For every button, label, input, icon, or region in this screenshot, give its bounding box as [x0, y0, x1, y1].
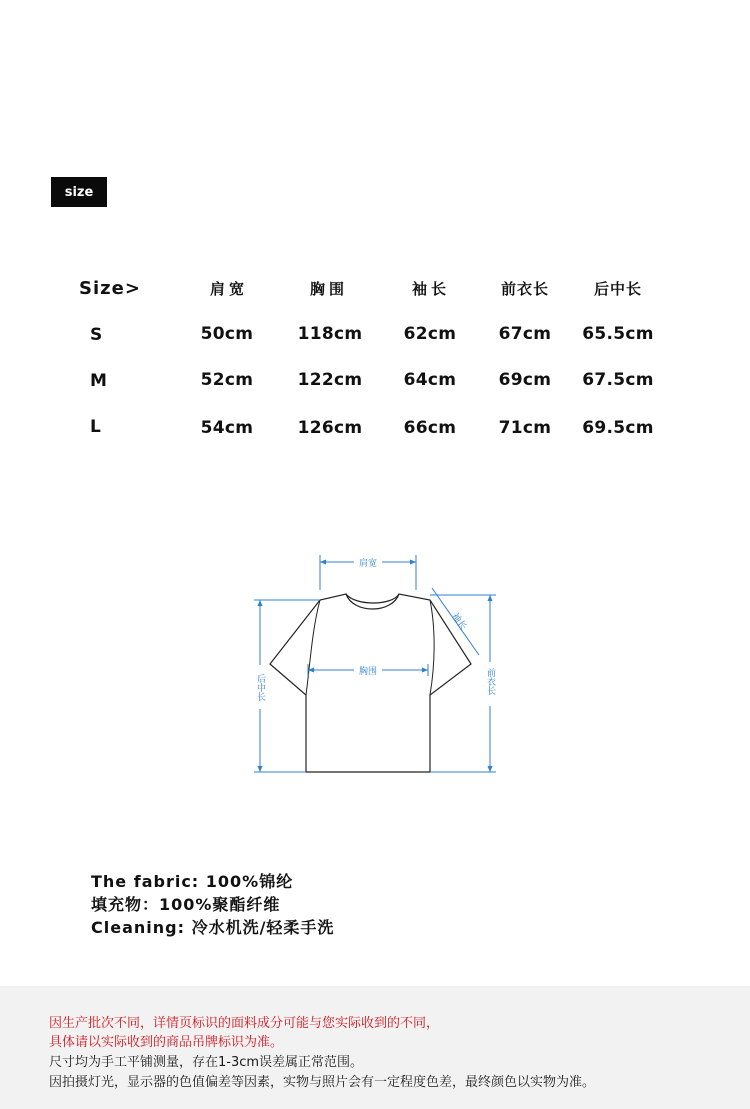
diagram-label-shoulder: 肩宽 [358, 559, 378, 569]
tshirt-measurement-diagram [250, 550, 500, 780]
table-cell: 71cm [498, 418, 552, 438]
cleaning-instructions: Cleaning: 冷水机洗/轻柔手洗 [91, 918, 335, 937]
table-cell: 65.5cm [582, 324, 654, 344]
diagram-label-back-length: 后中长 [255, 674, 265, 701]
tshirt-outline [270, 594, 471, 772]
table-cell: 67.5cm [582, 370, 654, 390]
table-cell: 126cm [297, 418, 363, 438]
table-header-sleeve: 袖长 [411, 280, 451, 298]
table-header-front-length: 前衣长 [500, 280, 550, 298]
table-cell: 122cm [297, 370, 363, 390]
size-tag: size [51, 177, 107, 207]
diagram-label-sleeve: 袖长 [449, 611, 468, 633]
table-row-label: L [90, 417, 102, 437]
table-row-label: M [90, 371, 108, 391]
table-cell: 67cm [498, 324, 552, 344]
table-cell: 118cm [297, 324, 363, 344]
table-cell: 50cm [200, 324, 254, 344]
notice-panel [0, 986, 750, 1109]
table-cell: 52cm [200, 370, 254, 390]
table-cell: 54cm [200, 418, 254, 438]
table-cell: 66cm [403, 418, 457, 438]
table-cell: 69cm [498, 370, 552, 390]
diagram-label-chest: 胸围 [358, 667, 378, 677]
table-header-back-length: 后中长 [593, 280, 643, 298]
table-cell: 69.5cm [582, 418, 654, 438]
notice-line: 因拍摄灯光，显示器的色值偏差等因素，实物与照片会有一定程度色差，最终颜色以实物为准。 [49, 1075, 596, 1090]
table-row-label: S [90, 325, 103, 345]
diagram-label-front-length: 前衣长 [485, 668, 495, 695]
notice-line: 因生产批次不同，详情页标识的面料成分可能与您实际收到的不同， [49, 1016, 440, 1031]
fabric-info [91, 870, 334, 939]
table-cell: 64cm [403, 370, 457, 390]
table-header-size: Size> [79, 278, 141, 299]
notice-line: 具体请以实际收到的商品吊牌标识为准。 [49, 1035, 284, 1050]
table-header-chest: 胸围 [309, 280, 349, 298]
table-cell: 62cm [403, 324, 457, 344]
filling-composition: 填充物：100%聚酯纤维 [91, 895, 281, 914]
notice-line: 尺寸均为手工平铺测量，存在1-3cm误差属正常范围。 [49, 1055, 364, 1070]
table-header-shoulder: 肩宽 [209, 280, 249, 298]
fabric-composition: The fabric: 100%锦纶 [91, 872, 294, 891]
